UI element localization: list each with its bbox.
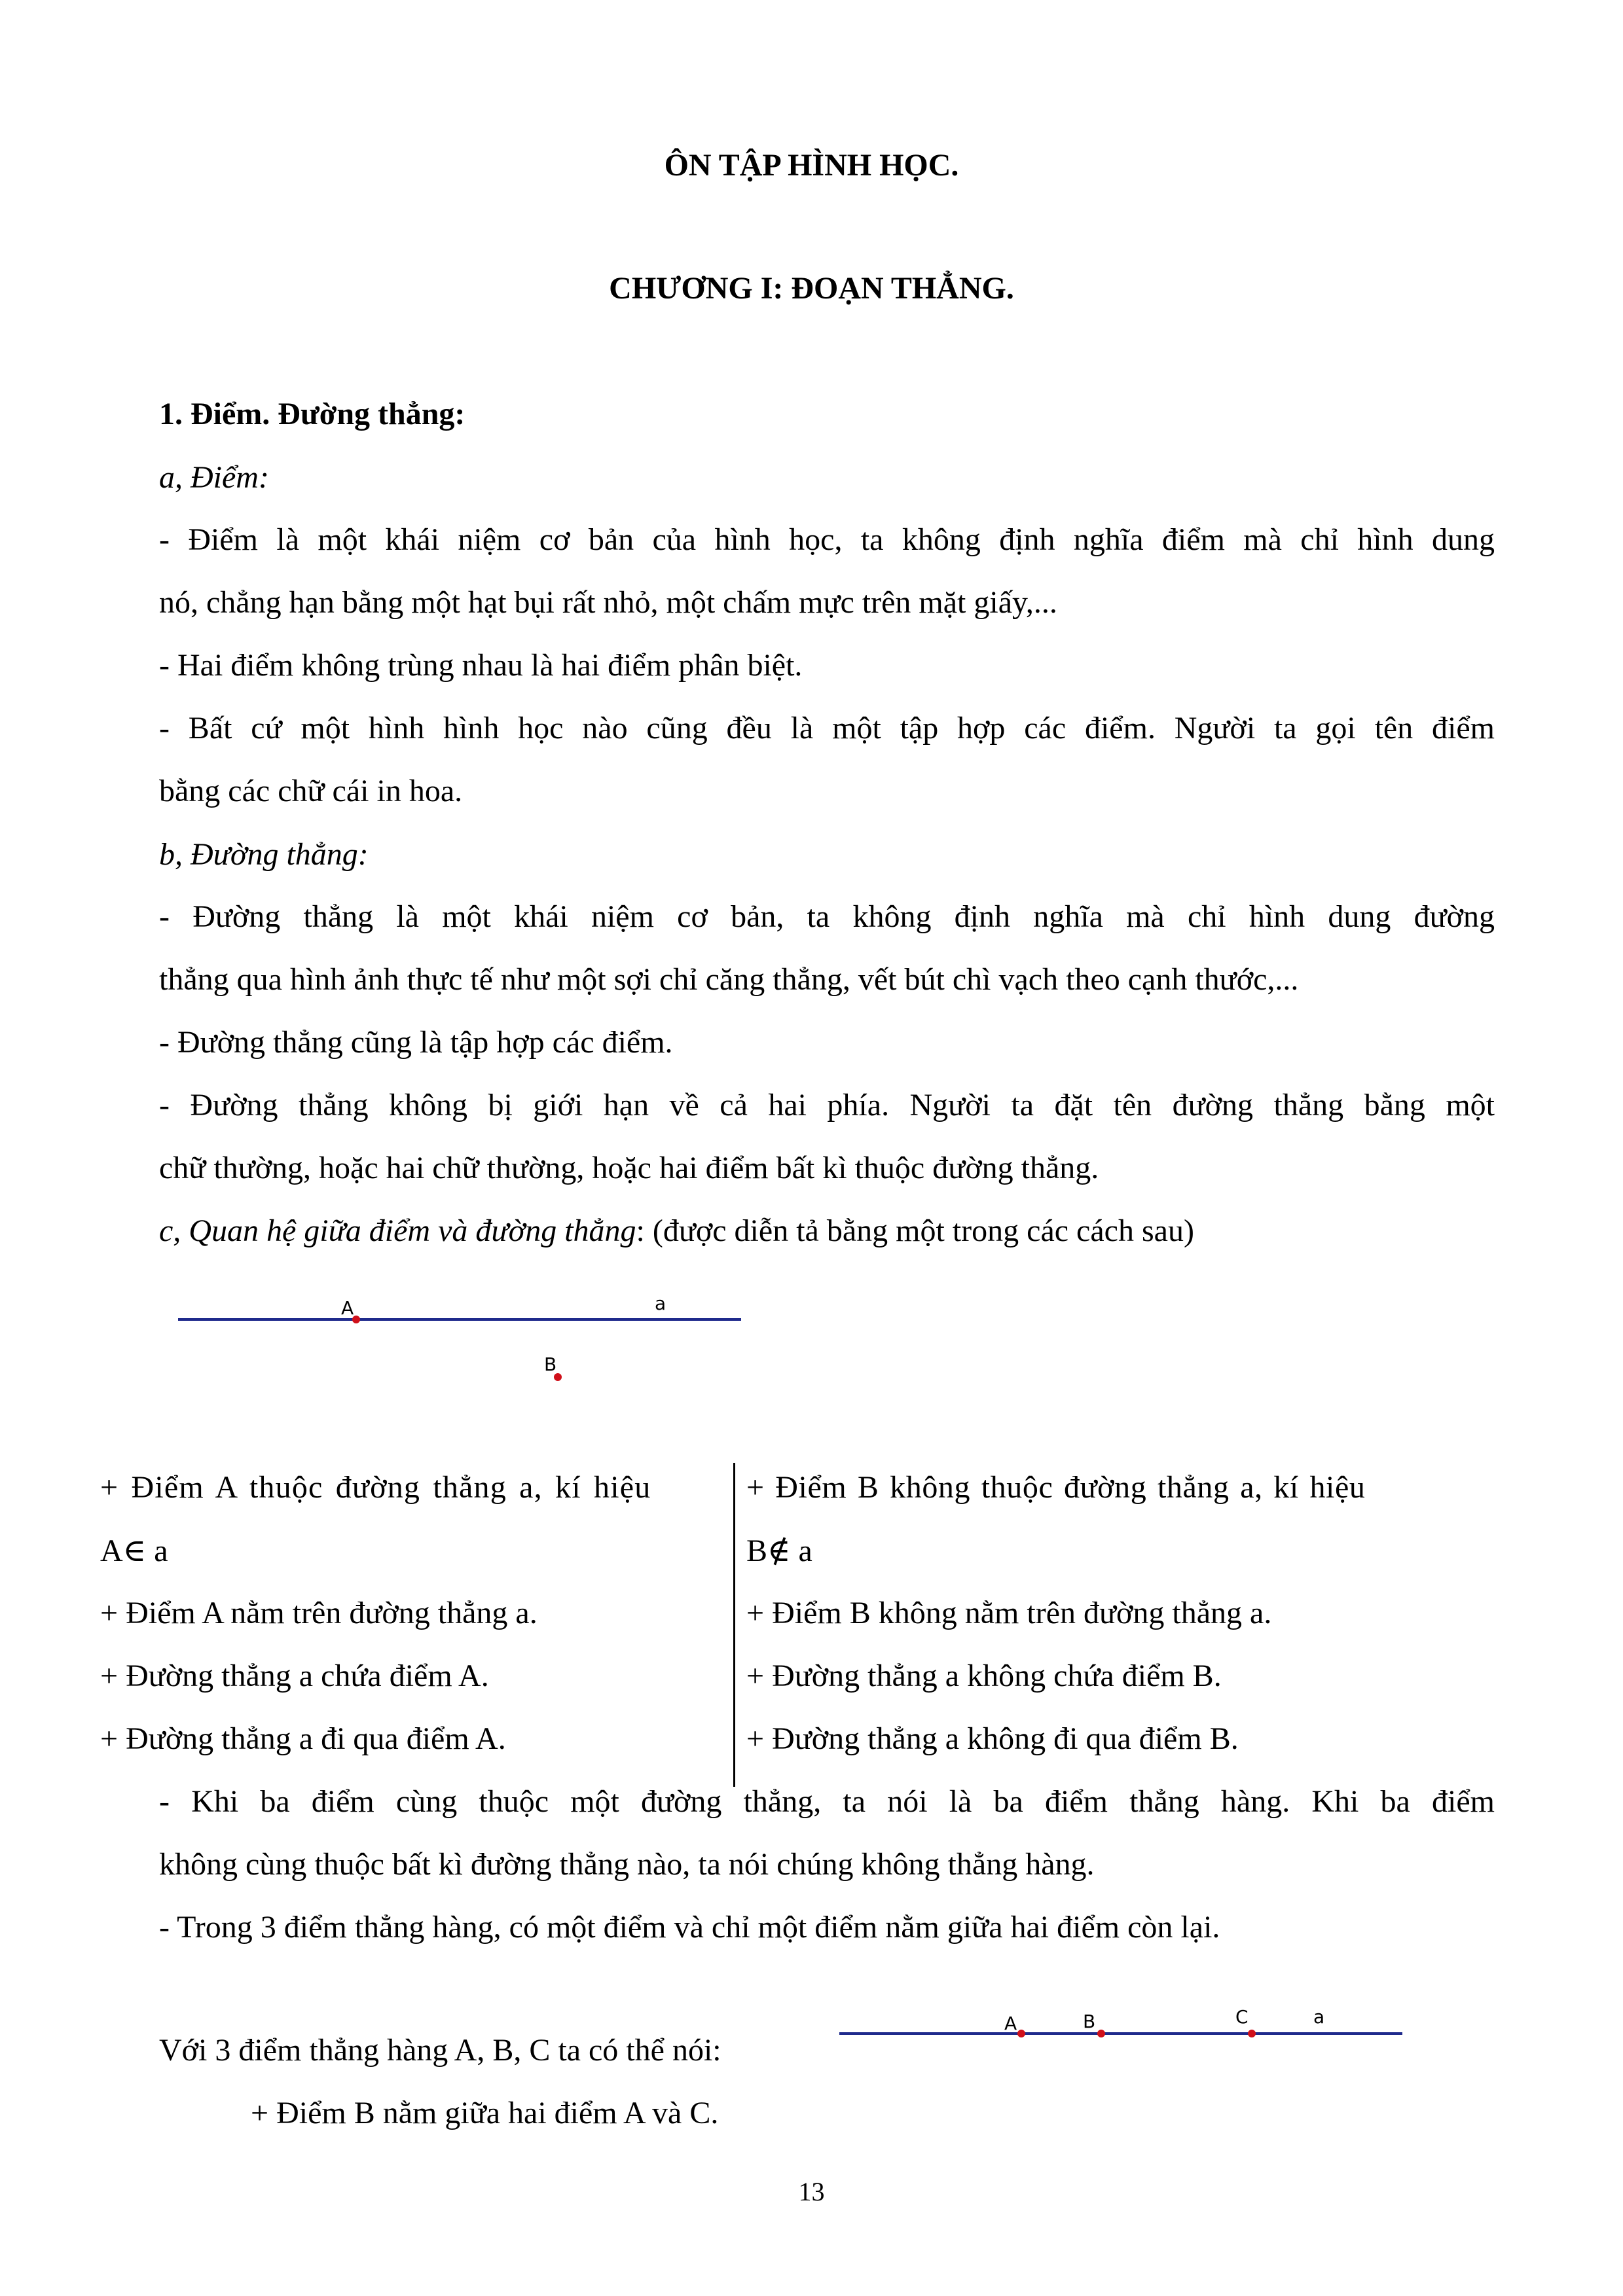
relation-right: B∉ a [746,1534,812,1568]
subheading-a: a, Điểm: [159,460,269,495]
page-title: ÔN TẬP HÌNH HỌC. [664,148,959,183]
page-number: 13 [798,2177,825,2206]
label-point-b: B [544,1354,557,1375]
point-c-dot [1248,2030,1256,2037]
paragraph-line: - Đường thẳng là một khái niệm cơ bản, ta không định nghĩa mà chỉ hình dung đường [159,899,1495,934]
label-point-a: A [1004,2013,1017,2034]
relation-left: + Điểm A nằm trên đường thẳng a. [100,1596,538,1630]
point-a-dot [1017,2030,1025,2037]
label-point-c: C [1235,2006,1249,2028]
paragraph-line: - Trong 3 điểm thẳng hàng, có một điểm và chỉ một điểm nằm giữa hai điểm còn lại. [159,1910,1220,1945]
paragraph-line: nó, chẳng hạn bằng một hạt bụi rất nhỏ, một chấm mực trên mặt giấy,... [159,585,1057,620]
paragraph-line: - Đường thẳng cũng là tập hợp các điểm. [159,1025,673,1060]
collinear-intro: Với 3 điểm thẳng hàng A, B, C ta có thể nói: [159,2033,721,2068]
relation-left: + Đường thẳng a chứa điểm A. [100,1659,489,1693]
figure-collinear-points [831,2009,1421,2062]
relation-right: + Điểm B không thuộc đường thẳng a, kí hiệu [746,1470,1366,1505]
label-line-a: a [655,1293,666,1314]
paragraph-line: không cùng thuộc bất kì đường thẳng nào, ta nói chúng không thẳng hàng. [159,1847,1095,1882]
relation-right: + Đường thẳng a không đi qua điểm B. [746,1721,1239,1756]
paragraph-line: - Điểm là một khái niệm cơ bản của hình học, ta không định nghĩa điểm mà chỉ hình dung [159,522,1495,557]
point-b-dot [1097,2030,1105,2037]
paragraph-line: - Khi ba điểm cùng thuộc một đường thẳng, ta nói là ba điểm thẳng hàng. Khi ba điểm [159,1784,1495,1819]
subheading-c-label: c, Quan hệ giữa điểm và đường thẳng [159,1213,636,1248]
paragraph-line: - Hai điểm không trùng nhau là hai điểm phân biệt. [159,648,803,683]
subheading-b: b, Đường thẳng: [159,837,369,872]
paragraph-line: thẳng qua hình ảnh thực tế như một sợi chỉ căng thẳng, vết bút chì vạch theo cạnh thước,... [159,962,1299,997]
relation-left: + Đường thẳng a đi qua điểm A. [100,1721,506,1756]
section-heading: 1. Điểm. Đường thẳng: [159,397,465,431]
figure-point-line-relation [170,1293,759,1397]
subheading-c-note: : (được diễn tả bằng một trong các cách sau) [636,1213,1194,1248]
collinear-statement: + Điểm B nằm giữa hai điểm A và C. [251,2096,719,2130]
label-point-b: B [1083,2011,1096,2032]
relation-right: + Điểm B không nằm trên đường thẳng a. [746,1596,1272,1630]
relation-left: A∈ a [100,1534,168,1568]
chapter-title: CHƯƠNG I: ĐOẠN THẲNG. [609,271,1014,306]
paragraph-line: chữ thường, hoặc hai chữ thường, hoặc hai điểm bất kì thuộc đường thẳng. [159,1151,1099,1185]
paragraph-line: bằng các chữ cái in hoa. [159,774,463,808]
subheading-c [159,1213,1194,1249]
label-point-a: A [341,1297,354,1319]
relation-right: + Đường thẳng a không chứa điểm B. [746,1659,1222,1693]
relation-left: + Điểm A thuộc đường thẳng a, kí hiệu [100,1470,651,1505]
paragraph-line: - Bất cứ một hình hình học nào cũng đều là một tập hợp các điểm. Người ta gọi tên điểm [159,711,1495,745]
column-divider [733,1463,735,1787]
paragraph-line: - Đường thẳng không bị giới hạn về cả hai phía. Người ta đặt tên đường thẳng bằng một [159,1088,1495,1122]
label-line-a: a [1313,2006,1325,2028]
